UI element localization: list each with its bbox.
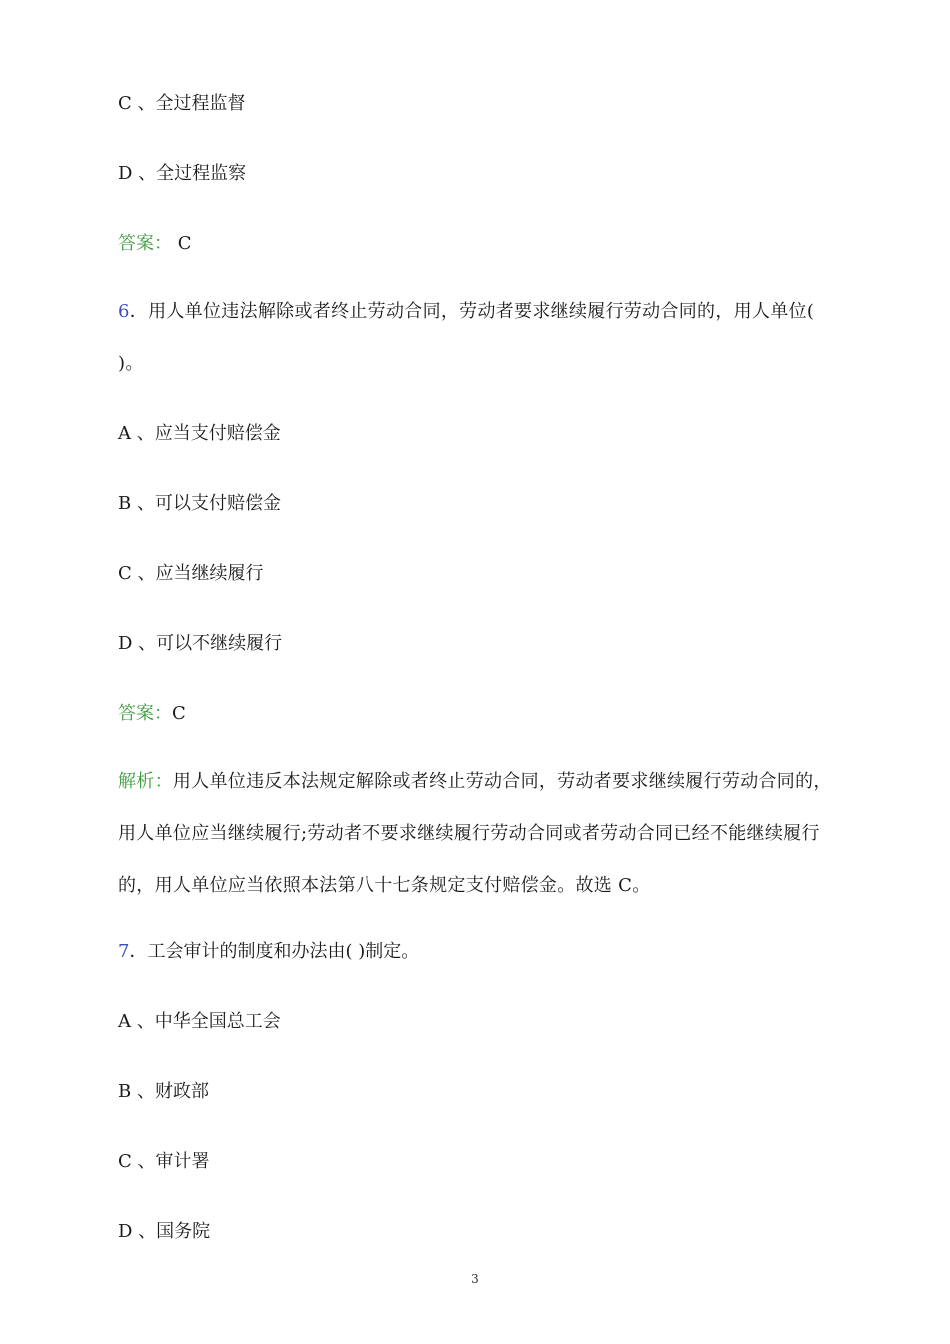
question-number: 6 [118,301,130,322]
answer-label: 答案： [118,703,172,724]
q5-answer [118,232,192,256]
q6-answer [118,702,186,726]
answer-value: C [172,233,192,254]
analysis-text: 用人单位违反本法规定解除或者终止劳动合同，劳动者要求继续履行劳动合同的，用人单位应当继续履行;劳动者不要求继续履行劳动合同或者劳动合同已经不能继续履行的，用人单位应当依照本法第八十七条规定支付赔偿金。故选 C。 [118,771,832,896]
q6-option-c: C 、应当继续履行 [118,563,264,584]
page-number: 3 [471,1272,479,1286]
q5-option-d: D 、全过程监察 [118,163,247,184]
q6-analysis [118,756,836,912]
answer-label: 答案： [118,233,172,254]
q7-stem [118,940,419,964]
q6-option-a: A 、应当支付赔偿金 [118,423,281,444]
q6-option-d: D 、可以不继续履行 [118,633,283,654]
question-number: 7 [118,941,130,962]
answer-value: C [172,703,186,724]
question-text: ．工会审计的制度和办法由( )制定。 [129,941,420,962]
q6-stem [118,286,836,390]
question-text: ．用人单位违法解除或者终止劳动合同，劳动者要求继续履行劳动合同的，用人单位( )。 [118,301,815,374]
q6-option-b: B 、可以支付赔偿金 [118,493,281,514]
q5-option-c: C 、全过程监督 [118,93,246,114]
analysis-label: 解析： [118,771,173,792]
q7-option-c: C 、审计署 [118,1151,210,1172]
q7-option-b: B 、财政部 [118,1081,209,1102]
q7-option-a: A 、中华全国总工会 [118,1011,281,1032]
q7-option-d: D 、国务院 [118,1221,211,1242]
